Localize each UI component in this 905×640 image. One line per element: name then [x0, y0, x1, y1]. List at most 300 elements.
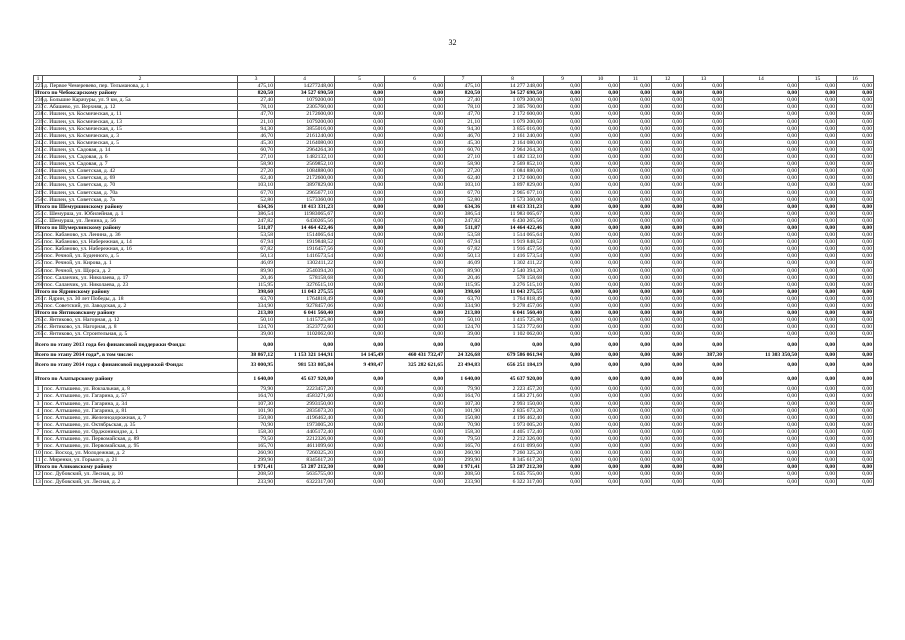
row-number: 263 — [35, 317, 44, 324]
table-cell: 0,00 — [620, 428, 652, 435]
table-cell: 2305760,00 — [275, 104, 335, 111]
table-cell: 634,36 — [445, 203, 482, 210]
table-cell: 0,00 — [582, 324, 620, 331]
table-cell: 0,00 — [544, 386, 582, 393]
table-cell: 0,00 — [385, 246, 445, 253]
table-cell: 0,00 — [335, 414, 385, 421]
table-cell: 0,00 — [385, 232, 445, 239]
table-cell: 0,00 — [582, 132, 620, 139]
table-cell: 0,00 — [799, 125, 837, 132]
table-cell: 20,46 — [238, 274, 275, 281]
table-cell: 0,00 — [385, 471, 445, 478]
table-cell: 46,09 — [238, 260, 275, 267]
table-row — [34, 414, 874, 421]
table-cell: 0,00 — [837, 450, 874, 457]
table-cell: 39,00 — [238, 331, 275, 338]
table-cell: 0,00 — [724, 471, 799, 478]
table-cell: 0,00 — [799, 303, 837, 310]
table-cell: 1573360,00 — [275, 196, 335, 203]
address-cell: пос. Речной, ул. Кирова, д. 1 — [43, 260, 238, 267]
table-cell: 0,00 — [837, 146, 874, 153]
address-cell: пос. Алтышево, ул. Гагарина, д. 81 — [43, 407, 238, 414]
table-cell: 0,00 — [544, 168, 582, 175]
table-cell: 2223457,20 — [275, 386, 335, 393]
table-cell: 0,00 — [684, 303, 724, 310]
table-row — [34, 443, 874, 450]
table-cell: 1 971,41 — [238, 464, 275, 471]
table-cell: 0,00 — [275, 338, 335, 352]
table-cell: 150,80 — [238, 414, 275, 421]
table-cell: 0,00 — [799, 407, 837, 414]
table-cell: 0,00 — [652, 210, 684, 217]
table-cell: 0,00 — [335, 118, 385, 125]
table-cell: 0,00 — [684, 161, 724, 168]
table-cell: 0,00 — [582, 386, 620, 393]
table-cell: 0,00 — [582, 338, 620, 352]
table-cell: 0,00 — [799, 267, 837, 274]
table-cell: 0,00 — [684, 324, 724, 331]
table-cell: 0,00 — [724, 253, 799, 260]
table-cell: 0,00 — [837, 182, 874, 189]
table-cell: 0,00 — [724, 154, 799, 161]
table-cell: 0,00 — [620, 372, 652, 386]
table-cell: 2965677,10 — [275, 189, 335, 196]
table-cell: 0,00 — [799, 478, 837, 485]
table-cell: 1764818,49 — [275, 295, 335, 302]
table-cell: 0,00 — [652, 97, 684, 104]
table-cell: 63,70 — [445, 295, 482, 302]
table-cell: 0,00 — [837, 471, 874, 478]
table-cell: 1084880,00 — [275, 168, 335, 175]
table-cell: 0,00 — [684, 139, 724, 146]
table-cell: 47,70 — [238, 111, 275, 118]
table-cell: 1 079 200,00 — [482, 97, 544, 104]
table-cell: 0,00 — [620, 274, 652, 281]
address-cell: пос. Алтышево, ул. Вокзальная, д. 8 — [43, 386, 238, 393]
table-cell: 0,00 — [335, 317, 385, 324]
table-cell: 0,00 — [582, 217, 620, 224]
table-cell: 0,00 — [724, 443, 799, 450]
address-cell: с. Ишлеи, ул. Садовая, д. 6 — [43, 154, 238, 161]
row-label: Итого по Янтиковскому району — [34, 310, 238, 317]
table-cell: 0,00 — [837, 83, 874, 90]
table-row — [34, 393, 874, 400]
table-cell: 0,00 — [582, 288, 620, 295]
table-cell: 0,00 — [837, 386, 874, 393]
table-cell: 0,00 — [620, 189, 652, 196]
table-cell: 0,00 — [385, 83, 445, 90]
table-cell: 0,00 — [799, 359, 837, 373]
table-cell: 3 855 016,00 — [482, 125, 544, 132]
table-cell: 0,00 — [544, 90, 582, 97]
table-cell: 0,00 — [620, 239, 652, 246]
table-cell: 0,00 — [544, 182, 582, 189]
table-cell: 3 523 772,60 — [482, 324, 544, 331]
table-cell: 0,00 — [620, 224, 652, 231]
table-cell: 213,80 — [445, 310, 482, 317]
table-cell: 578 158,68 — [482, 274, 544, 281]
table-cell: 0,00 — [837, 260, 874, 267]
table-cell: 1514065,64 — [275, 232, 335, 239]
table-cell: 0,00 — [684, 175, 724, 182]
table-cell: 0,00 — [335, 104, 385, 111]
table-cell: 0,00 — [582, 310, 620, 317]
table-cell: 0,00 — [652, 196, 684, 203]
table-row — [34, 111, 874, 118]
table-cell: 0,00 — [799, 450, 837, 457]
table-cell: 0,00 — [385, 210, 445, 217]
table-cell: 0,00 — [582, 260, 620, 267]
table-cell: 0,00 — [335, 189, 385, 196]
table-cell: 0,00 — [620, 175, 652, 182]
table-cell: 0,00 — [335, 478, 385, 485]
table-cell: 0,00 — [385, 393, 445, 400]
table-cell: 0,00 — [724, 104, 799, 111]
table-row — [34, 232, 874, 239]
table-cell: 107,30 — [238, 400, 275, 407]
table-header-row — [34, 76, 874, 83]
row-number: 11 — [35, 457, 41, 464]
table-cell: 0,00 — [837, 352, 874, 359]
table-cell: 103,10 — [238, 182, 275, 189]
table-cell: 23 494,83 — [445, 359, 482, 373]
table-cell: 0,00 — [837, 267, 874, 274]
table-cell: 1 482 132,10 — [482, 154, 544, 161]
subtotal-row — [34, 464, 874, 471]
address-cell: пос. Алтышево, ул. Октябрьская, д. 35 — [43, 421, 238, 428]
table-cell: 0,00 — [582, 104, 620, 111]
table-cell: 0,00 — [582, 224, 620, 231]
row-number: 7 — [34, 428, 43, 435]
table-cell: 0,00 — [724, 90, 799, 97]
table-cell: 0,00 — [724, 125, 799, 132]
table-cell: 58,90 — [445, 161, 482, 168]
table-cell: 0,00 — [799, 139, 837, 146]
row-label: Всего по этапу 2014 года*, в том числе: — [34, 352, 238, 359]
table-cell: 67,82 — [445, 246, 482, 253]
row-number: 243 — [35, 146, 44, 153]
table-cell: 89,90 — [445, 267, 482, 274]
table-cell: 0,00 — [724, 464, 799, 471]
table-cell: 0,00 — [335, 310, 385, 317]
table-cell: 0,00 — [335, 196, 385, 203]
table-cell: 0,00 — [684, 125, 724, 132]
table-cell: 0,00 — [620, 232, 652, 239]
table-cell: 0,00 — [335, 393, 385, 400]
table-cell: 0,00 — [620, 352, 652, 359]
table-cell: 0,00 — [335, 400, 385, 407]
table-cell: 0,00 — [544, 428, 582, 435]
table-cell: 0,00 — [799, 232, 837, 239]
table-cell: 27,40 — [238, 97, 275, 104]
table-cell: 6 041 560,40 — [275, 310, 335, 317]
address-cell: с. Шемурша, ул. Ленина, д. 56 — [43, 217, 238, 224]
table-cell: 0,00 — [684, 253, 724, 260]
table-cell: 0,00 — [652, 450, 684, 457]
table-cell: 0,00 — [620, 421, 652, 428]
table-cell: 0,00 — [544, 338, 582, 352]
table-cell: 0,00 — [837, 118, 874, 125]
table-cell: 0,00 — [335, 168, 385, 175]
table-cell: 0,00 — [652, 295, 684, 302]
row-number: 255 — [35, 246, 44, 253]
table-cell: 0,00 — [837, 281, 874, 288]
table-cell: 1 416 573,54 — [482, 253, 544, 260]
table-cell: 79,90 — [238, 386, 275, 393]
table-cell: 0,00 — [544, 471, 582, 478]
table-cell: 53,58 — [445, 232, 482, 239]
table-cell: 0,00 — [652, 146, 684, 153]
table-cell: 0,00 — [837, 161, 874, 168]
table-cell: 0,00 — [799, 414, 837, 421]
table-cell: 3 276 515,10 — [482, 281, 544, 288]
table-cell: 0,00 — [544, 118, 582, 125]
table-cell: 0,00 — [799, 331, 837, 338]
table-cell: 0,00 — [837, 175, 874, 182]
table-cell: 46,70 — [445, 132, 482, 139]
table-cell: 1 415 725,80 — [482, 317, 544, 324]
table-cell: 0,00 — [724, 210, 799, 217]
table-cell: 94,30 — [445, 125, 482, 132]
table-cell: 0,00 — [837, 154, 874, 161]
table-cell: 0,00 — [724, 303, 799, 310]
table-cell: 0,00 — [724, 83, 799, 90]
table-cell: 0,00 — [620, 393, 652, 400]
address-cell: с. Янтиково, ул. Нагорная, д. 8 — [43, 324, 238, 331]
table-cell: 70,90 — [445, 421, 482, 428]
table-cell: 0,00 — [385, 224, 445, 231]
table-cell: 0,00 — [684, 189, 724, 196]
table-cell: 0,00 — [238, 338, 275, 352]
table-cell: 0,00 — [652, 90, 684, 97]
table-cell: 1 973 005,20 — [482, 421, 544, 428]
table-cell: 0,00 — [582, 372, 620, 386]
row-number: 242 — [35, 139, 44, 146]
table-row — [34, 161, 874, 168]
row-number: 261 — [35, 295, 44, 302]
table-cell: 0,00 — [582, 317, 620, 324]
table-cell: 0,00 — [385, 428, 445, 435]
table-cell: 0,00 — [620, 324, 652, 331]
table-cell: 27,10 — [445, 154, 482, 161]
table-row — [34, 83, 874, 90]
table-cell: 3855016,00 — [275, 125, 335, 132]
row-number: 241 — [35, 132, 44, 139]
table-cell: 0,00 — [335, 161, 385, 168]
table-cell: 0,00 — [799, 338, 837, 352]
table-cell: 2 964 264,30 — [482, 146, 544, 153]
table-row — [34, 104, 874, 111]
table-cell: 0,00 — [582, 175, 620, 182]
table-cell: 0,00 — [620, 260, 652, 267]
table-cell: 0,00 — [799, 111, 837, 118]
address-cell: пос. Саланчик, ул. Николаева, д. 23 — [43, 281, 238, 288]
table-cell: 0,00 — [724, 139, 799, 146]
address-cell: пос. Алтышево, ул. Гагарина, д. 57 — [43, 393, 238, 400]
table-cell: 0,00 — [652, 393, 684, 400]
table-cell: 0,00 — [684, 414, 724, 421]
table-cell: 53,58 — [238, 232, 275, 239]
table-cell: 0,00 — [620, 478, 652, 485]
table-cell: 578158,68 — [275, 274, 335, 281]
column-number: 8 — [482, 76, 544, 83]
table-cell: 0,00 — [652, 182, 684, 189]
table-cell: 1415725,80 — [275, 317, 335, 324]
column-number: 9 — [544, 76, 582, 83]
table-row — [34, 139, 874, 146]
table-cell: 2964264,30 — [275, 146, 335, 153]
table-cell: 0,00 — [724, 310, 799, 317]
table-cell: 0,00 — [544, 478, 582, 485]
table-cell: 0,00 — [799, 154, 837, 161]
table-cell: 0,00 — [684, 428, 724, 435]
column-number: 11 — [620, 76, 652, 83]
subtotal-row — [34, 310, 874, 317]
table-cell: 0,00 — [582, 478, 620, 485]
table-cell: 0,00 — [385, 295, 445, 302]
table-cell: 0,00 — [684, 443, 724, 450]
column-number: 1 — [34, 76, 43, 83]
table-cell: 0,00 — [799, 436, 837, 443]
table-cell: 0,00 — [724, 428, 799, 435]
table-cell: 0,00 — [335, 182, 385, 189]
table-cell: 3897829,00 — [275, 182, 335, 189]
table-cell: 0,00 — [684, 97, 724, 104]
address-cell: д. Первое Чемеревево, пер. Тельманова, д. 1 — [43, 83, 238, 90]
table-cell: 0,00 — [582, 400, 620, 407]
table-cell: 52,80 — [238, 196, 275, 203]
table-cell: 2 569 852,10 — [482, 161, 544, 168]
table-cell: 0,00 — [385, 239, 445, 246]
table-cell: 0,00 — [582, 239, 620, 246]
table-cell: 0,00 — [335, 253, 385, 260]
table-cell: 0,00 — [582, 331, 620, 338]
table-cell: 398,60 — [238, 288, 275, 295]
table-cell: 1919848,52 — [275, 239, 335, 246]
table-cell: 0,00 — [582, 407, 620, 414]
table-cell: 0,00 — [385, 118, 445, 125]
table-cell: 7 260 325,20 — [482, 450, 544, 457]
table-cell: 0,00 — [837, 232, 874, 239]
row-number: 2 — [34, 393, 43, 400]
table-cell: 0,00 — [385, 400, 445, 407]
table-cell: 0,00 — [799, 310, 837, 317]
table-cell: 0,00 — [620, 139, 652, 146]
table-cell: 79,90 — [445, 386, 482, 393]
table-row — [34, 97, 874, 104]
table-cell: 0,00 — [799, 281, 837, 288]
table-cell: 0,00 — [335, 386, 385, 393]
table-cell: 0,00 — [582, 295, 620, 302]
table-cell: 0,00 — [385, 317, 445, 324]
table-cell: 0,00 — [684, 239, 724, 246]
table-cell: 0,00 — [544, 450, 582, 457]
table-cell: 0,00 — [837, 436, 874, 443]
table-row — [34, 217, 874, 224]
table-cell: 0,00 — [684, 372, 724, 386]
table-cell: 0,00 — [684, 400, 724, 407]
table-cell: 0,00 — [544, 239, 582, 246]
table-cell: 0,00 — [724, 175, 799, 182]
table-cell: 0,00 — [684, 168, 724, 175]
subtotal-row — [34, 338, 874, 352]
table-cell: 0,00 — [652, 359, 684, 373]
table-cell: 0,00 — [837, 310, 874, 317]
table-row — [34, 471, 874, 478]
table-cell: 50,10 — [445, 317, 482, 324]
table-cell: 0,00 — [799, 253, 837, 260]
table-cell: 4 611 099,60 — [482, 443, 544, 450]
table-cell: 78,10 — [238, 104, 275, 111]
table-cell: 0,00 — [385, 196, 445, 203]
table-row — [34, 274, 874, 281]
table-cell: 0,00 — [799, 246, 837, 253]
table-cell: 1482132,10 — [275, 154, 335, 161]
row-label: Всего по этапу 2013 года без финансовой поддержки Фонда: — [34, 338, 238, 352]
table-cell: 0,00 — [385, 168, 445, 175]
table-cell: 63,70 — [238, 295, 275, 302]
table-cell: 0,00 — [837, 168, 874, 175]
table-cell: 0,00 — [724, 97, 799, 104]
table-cell: 0,00 — [385, 372, 445, 386]
table-row — [34, 324, 874, 331]
table-cell: 0,00 — [684, 90, 724, 97]
table-cell: 0,00 — [684, 203, 724, 210]
table-cell: 0,00 — [799, 372, 837, 386]
row-number: 240 — [35, 125, 44, 132]
table-cell: 0,00 — [582, 359, 620, 373]
table-row — [34, 196, 874, 203]
table-cell: 247,82 — [238, 217, 275, 224]
table-cell: 0,00 — [837, 139, 874, 146]
table-cell: 1 916 457,56 — [482, 246, 544, 253]
table-cell: 0,00 — [837, 97, 874, 104]
table-cell: 0,00 — [652, 203, 684, 210]
row-number: 249 — [35, 189, 44, 196]
table-cell: 164,70 — [445, 393, 482, 400]
address-cell: пос. Кабаново, ул. Набережная, д. 16 — [43, 246, 238, 253]
table-cell: 0,00 — [335, 132, 385, 139]
table-cell: 0,00 — [799, 132, 837, 139]
table-cell: 11983065,67 — [275, 210, 335, 217]
table-row — [34, 386, 874, 393]
column-number: 15 — [799, 76, 837, 83]
table-cell: 1302411,22 — [275, 260, 335, 267]
table-cell: 0,00 — [544, 232, 582, 239]
table-cell: 0,00 — [724, 421, 799, 428]
table-cell: 2 305 760,00 — [482, 104, 544, 111]
table-cell: 50,13 — [445, 253, 482, 260]
table-cell: 0,00 — [620, 168, 652, 175]
table-cell: 0,00 — [724, 457, 799, 464]
table-cell: 0,00 — [837, 331, 874, 338]
subtotal-row — [34, 288, 874, 295]
table-cell: 0,00 — [684, 421, 724, 428]
address-cell: с. Ишлеи, ул. Советская, д. 70а — [43, 189, 238, 196]
table-cell: 0,00 — [385, 267, 445, 274]
table-cell: 27,20 — [445, 168, 482, 175]
table-cell: 0,00 — [684, 224, 724, 231]
table-cell: 107,30 — [445, 400, 482, 407]
address-cell: пос. Алтышево, ул. Орджоникидзе, д. 1 — [43, 428, 238, 435]
table-cell: 0,00 — [335, 407, 385, 414]
column-number: 14 — [724, 76, 799, 83]
table-cell: 0,00 — [837, 104, 874, 111]
table-cell: 0,00 — [799, 182, 837, 189]
table-cell: 0,00 — [385, 436, 445, 443]
table-cell: 0,00 — [724, 232, 799, 239]
address-cell: с. Ишлеи, ул. Советская, д. 7а — [43, 196, 238, 203]
